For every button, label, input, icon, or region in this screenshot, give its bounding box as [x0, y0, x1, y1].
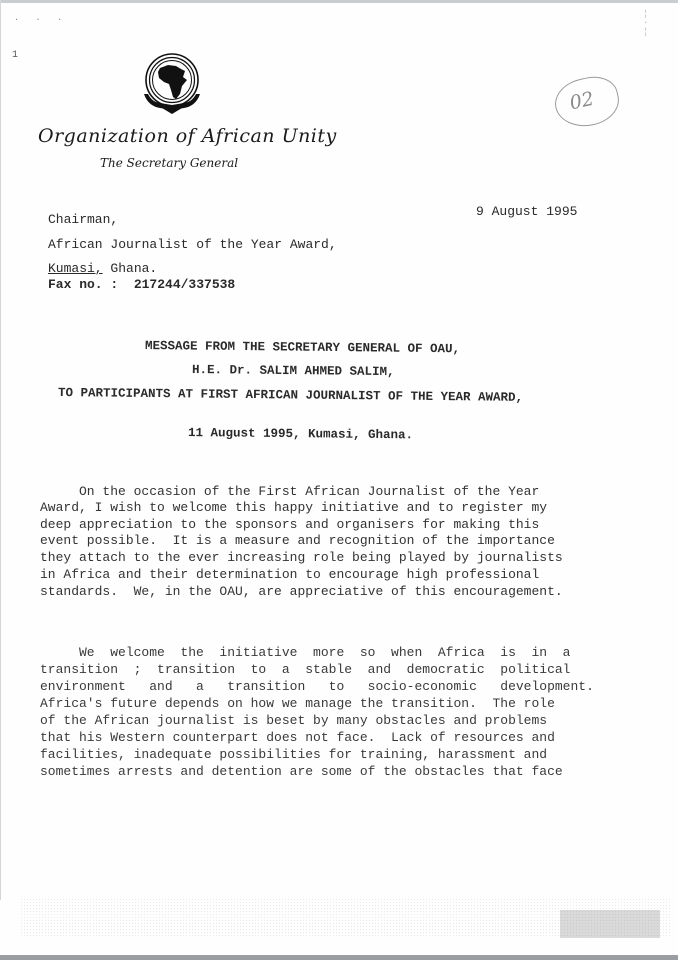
- scan-left-edge: [0, 0, 1, 900]
- body-line: of the African journalist is beset by many obstacles and problems: [40, 713, 548, 728]
- recipient-fax: Fax no. : 217244/337538: [48, 277, 236, 292]
- recipient-location: [48, 261, 157, 277]
- recipient-city: Kumasi,: [48, 261, 103, 276]
- heading-line-3: TO PARTICIPANTS AT FIRST AFRICAN JOURNALIST OF THE YEAR AWARD,: [57, 386, 524, 405]
- body-line: facilities, inadequate possibilities for training, harassment and: [40, 747, 548, 762]
- body-line: event possible. It is a measure and recognition of the importance: [40, 533, 555, 548]
- heading-line-2: H.E. Dr. SALIM AHMED SALIM,: [191, 363, 395, 380]
- body-line: standards. We, in the OAU, are appreciative of this encouragement.: [40, 584, 563, 599]
- body-line: environment and a transition to socio-economic development.: [40, 679, 594, 694]
- body-line: deep appreciation to the sponsors and organisers for making this: [40, 517, 540, 532]
- body-line: transition ; transition to a stable and democratic political: [40, 662, 571, 677]
- body-line: in Africa and their determination to encourage high professional: [40, 567, 540, 582]
- letter-date: 9 August 1995: [476, 204, 578, 219]
- scan-specks: . . .: [14, 14, 69, 23]
- scan-noise-right: [560, 910, 660, 938]
- organization-subtitle: The Secretary General: [100, 156, 239, 170]
- body-line: that his Western counterpart does not face. Lack of resources and: [40, 730, 555, 745]
- heading-dateline: 11 August 1995, Kumasi, Ghana.: [187, 426, 414, 443]
- body-line: On the occasion of the First African Journalist of the Year: [40, 484, 540, 499]
- body-line: sometimes arrests and detention are some of the obstacles that face: [40, 764, 563, 779]
- recipient-organization: African Journalist of the Year Award,: [48, 237, 337, 252]
- scan-top-edge: [0, 0, 678, 3]
- heading-line-1: MESSAGE FROM THE SECRETARY GENERAL OF OAU,: [144, 339, 461, 357]
- corner-tick-mark: 1: [12, 50, 19, 61]
- body-line: they attach to the ever increasing role being played by journalists: [40, 550, 563, 565]
- handwritten-page-number: [551, 72, 624, 132]
- body-line: Award, I wish to welcome this happy initiative and to register my: [40, 500, 548, 515]
- body-line: We welcome the initiative more so when Africa is in a: [40, 645, 571, 660]
- scan-corner-mark: ¦ · ¦: [643, 9, 649, 37]
- oau-emblem-icon: [138, 50, 206, 118]
- recipient-title: Chairman,: [48, 212, 119, 227]
- handwritten-number-text: 02: [567, 87, 596, 115]
- organization-name: Organization of African Unity: [38, 125, 337, 147]
- scan-bottom-edge: [0, 955, 678, 960]
- recipient-country: Ghana.: [102, 261, 158, 276]
- body-line: Africa's future depends on how we manage the transition. The role: [40, 696, 555, 711]
